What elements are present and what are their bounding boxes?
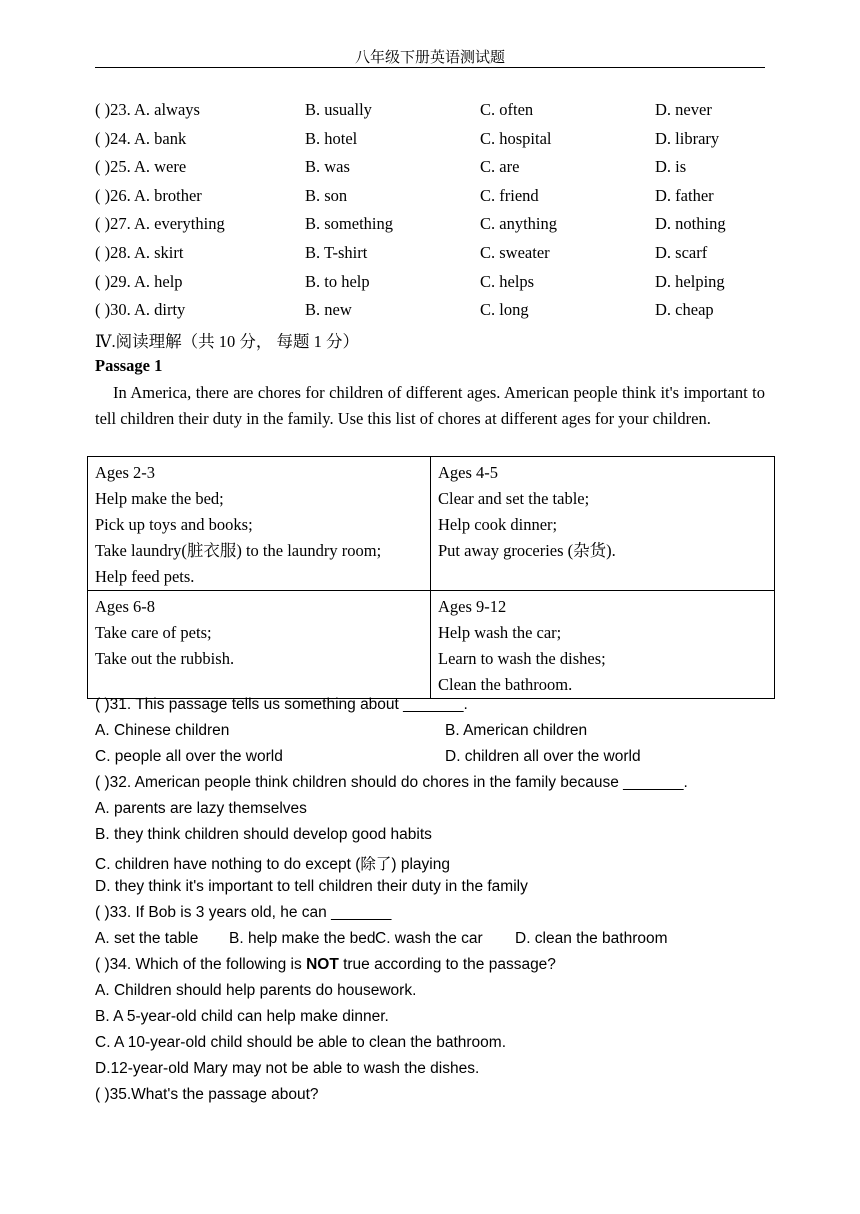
cell-heading: Ages 9-12: [438, 597, 507, 616]
option-d: D. they think it's important to tell children their duty in the family: [95, 878, 528, 895]
stem-emphasis: NOT: [306, 956, 339, 973]
table-cell-ages-6-8: [88, 591, 431, 699]
stem-text: ( )34. Which of the following is: [95, 956, 307, 973]
option-b: B. son: [305, 185, 348, 205]
question-number: ( )24.: [95, 128, 131, 148]
option-a: A. were: [133, 157, 187, 177]
option-a: A. help: [133, 271, 183, 291]
cloze-row: [95, 272, 775, 300]
question-33-stem: ( )33. If Bob is 3 years old, he can _______: [95, 904, 392, 921]
option-c: C. A 10-year-old child should be able to clean the bathroom.: [95, 1034, 507, 1051]
cloze-row: [95, 300, 775, 328]
option-b: B. new: [305, 300, 352, 320]
option-d: D. is: [655, 157, 687, 177]
option-b: B. they think children should develop good habits: [95, 826, 432, 843]
cloze-row: [95, 129, 775, 157]
cloze-row: [95, 243, 775, 271]
question-35-stem: ( )35.What's the passage about?: [95, 1086, 319, 1103]
cell-heading: Ages 6-8: [95, 597, 156, 616]
cell-item: Clear and set the table;: [438, 489, 590, 508]
question-number: ( )28.: [95, 243, 131, 262]
option-d: D. clean the bathroom: [515, 930, 668, 947]
cloze-row: [95, 214, 775, 242]
option-a: A. parents are lazy themselves: [95, 800, 307, 817]
table-row: [88, 457, 775, 591]
option-d: D. cheap: [655, 300, 714, 320]
option-c: C. wash the car: [375, 930, 483, 947]
cell-item: Take laundry(脏衣服) to the laundry room;: [95, 541, 382, 560]
option-c: C. friend: [480, 185, 539, 205]
cell-item: Help wash the car;: [438, 623, 562, 642]
question-34-stem: [95, 956, 556, 974]
option-d: D. never: [655, 100, 712, 119]
option-a: A. bank: [133, 128, 187, 148]
option-a: A. dirty: [133, 300, 186, 320]
option-a: A. always: [133, 100, 200, 119]
option-b: B. hotel: [305, 128, 358, 148]
option-d: D. helping: [655, 271, 725, 291]
option-a: A. set the table: [95, 930, 199, 947]
table-cell-ages-9-12: [431, 591, 775, 699]
option-b: B. T-shirt: [305, 243, 368, 262]
option-d: D. library: [655, 128, 720, 148]
stem-text: true according to the passage?: [338, 956, 556, 973]
option-a: A. skirt: [133, 243, 184, 262]
option-c: C. children have nothing to do except (除了) playing: [95, 856, 450, 873]
page-header: 八年级下册英语测试题: [354, 50, 505, 66]
table-row: [88, 591, 775, 699]
cell-item: Help feed pets.: [95, 567, 195, 586]
cell-item: Put away groceries (杂货).: [438, 541, 616, 560]
option-d: D. nothing: [655, 214, 726, 234]
passage-title: Passage 1: [95, 356, 163, 375]
option-c: C. helps: [480, 271, 535, 291]
option-b: B. help make the bed: [229, 930, 376, 947]
option-d: D. children all over the world: [445, 748, 641, 765]
option-a: A. Children should help parents do housework.: [95, 982, 417, 999]
question-number: ( )30.: [95, 300, 131, 320]
question-number: ( )27.: [95, 214, 131, 234]
cloze-row: [95, 157, 775, 185]
question-number: ( )29.: [95, 271, 131, 291]
cell-item: Pick up toys and books;: [95, 515, 253, 534]
option-d: D. father: [655, 185, 714, 205]
question-number: ( )23.: [95, 100, 131, 119]
table-cell-ages-2-3: [88, 457, 431, 591]
question-number: ( )26.: [95, 185, 131, 205]
chores-table: [87, 456, 775, 699]
option-c: C. often: [480, 100, 534, 119]
question-31-stem: ( )31. This passage tells us something about _______.: [95, 696, 468, 713]
table-cell-ages-4-5: [431, 457, 775, 591]
option-a: A. brother: [133, 185, 202, 205]
option-c: C. long: [480, 300, 529, 320]
option-c: C. sweater: [480, 243, 550, 262]
cell-item: Clean the bathroom.: [438, 675, 573, 694]
cloze-row: [95, 100, 775, 128]
option-b: B. something: [305, 214, 394, 234]
option-b: B. usually: [305, 100, 372, 119]
section-title: Ⅳ.阅读理解（共 10 分， 每题 1 分）: [95, 332, 359, 351]
header-rule: [95, 67, 765, 68]
option-d: D.12-year-old Mary may not be able to wash the dishes.: [95, 1060, 480, 1077]
question-32-stem: ( )32. American people think children should do chores in the family because _______.: [95, 774, 688, 791]
cell-item: Take out the rubbish.: [95, 649, 235, 668]
question-number: ( )25.: [95, 157, 131, 177]
option-c: C. are: [480, 157, 520, 177]
option-b: B. was: [305, 157, 350, 177]
option-a: A. Chinese children: [95, 722, 230, 739]
cell-heading: Ages 2-3: [95, 463, 156, 482]
option-a: A. everything: [133, 214, 225, 234]
cloze-row: [95, 186, 775, 214]
option-c: C. anything: [480, 214, 557, 234]
option-c: C. hospital: [480, 128, 552, 148]
cell-item: Learn to wash the dishes;: [438, 649, 606, 668]
cell-item: Help cook dinner;: [438, 515, 558, 534]
passage-text: In America, there are chores for children of different ages. American people think it's important to tell children their duty in the family. Use this list of chores at different ages for your children.: [95, 383, 765, 428]
option-b: B. A 5-year-old child can help make dinner.: [95, 1008, 389, 1025]
cell-heading: Ages 4-5: [438, 463, 499, 482]
cell-item: Help make the bed;: [95, 489, 224, 508]
option-d: D. scarf: [655, 243, 708, 262]
option-b: B. American children: [445, 722, 588, 739]
cell-item: Take care of pets;: [95, 623, 212, 642]
option-c: C. people all over the world: [95, 748, 283, 765]
option-b: B. to help: [305, 271, 370, 291]
